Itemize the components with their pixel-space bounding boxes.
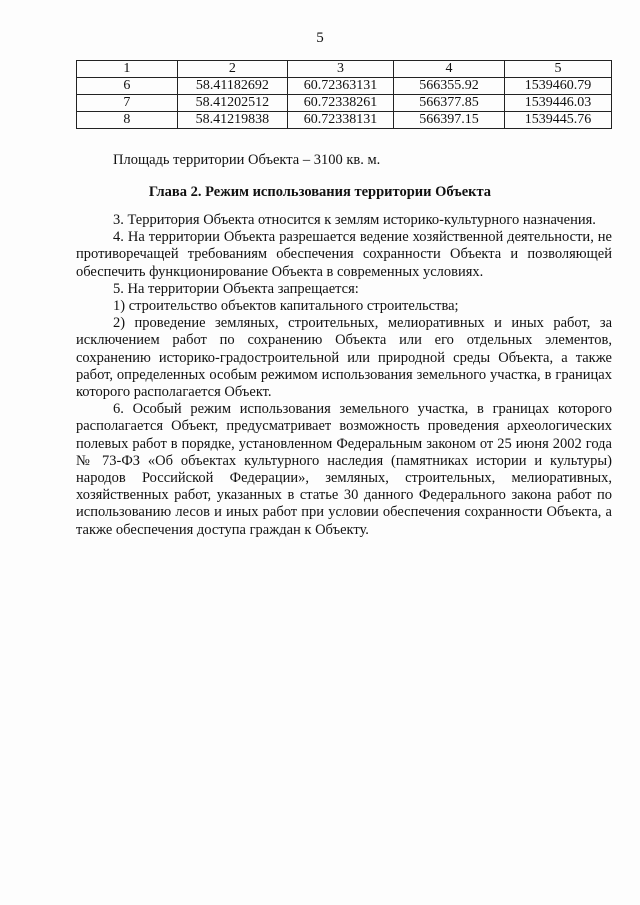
table-cell: 58.41182692: [177, 78, 287, 95]
table-cell: 60.72338131: [287, 112, 393, 129]
table-header-row: [77, 61, 612, 78]
page-number: 5: [316, 30, 324, 46]
table-cell: 60.72363131: [287, 78, 393, 95]
table-cell: 60.72338261: [287, 95, 393, 112]
table-cell: 58.41202512: [177, 95, 287, 112]
table-cell: 7: [77, 95, 178, 112]
table-cell: 1539446.03: [504, 95, 611, 112]
table-header-cell: 2: [177, 61, 287, 78]
table-cell: 6: [77, 78, 178, 95]
table-cell: 1539460.79: [504, 78, 611, 95]
paragraph: 6. Особый режим использования земельного участка, в границах которого располагается Объект, предусматривает возможность проведения археологических полевых работ в порядке, установленном Федеральным законом от 25 июня 2002 года № 73-ФЗ «Об объектах культурного наследия (памятниках истории и культуры) народов Российской Федерации», земляных, строительных, мелиоративных, хозяйственных работ, указанных в статье 30 данного Федерального закона работ по использованию лесов и иных работ при условии обеспечения сохранности Объекта, а также обеспечения доступа граждан к Объекту.: [76, 401, 612, 538]
table-cell: 58.41219838: [177, 112, 287, 129]
table-header-cell: 1: [77, 61, 178, 78]
table-row: [77, 95, 612, 112]
paragraph: 4. На территории Объекта разрешается ведение хозяйственной деятельности, не противоречащей требованиям обеспечения сохранности Объекта и позволяющей обеспечить функционирование Объекта в современных условиях.: [76, 229, 612, 280]
chapter-title: Глава 2. Режим использования территории Объекта: [148, 184, 492, 200]
table-row: [77, 112, 612, 129]
table-cell: 566355.92: [394, 78, 505, 95]
chapter-body: [76, 212, 612, 539]
table-cell: 566377.85: [394, 95, 505, 112]
paragraph: 5. На территории Объекта запрещается:: [113, 280, 359, 297]
table-cell: 1539445.76: [504, 112, 611, 129]
coordinates-table: [76, 60, 612, 129]
table-cell: 8: [77, 112, 178, 129]
table-row: [77, 78, 612, 95]
area-statement: Площадь территории Объекта – 3100 кв. м.: [113, 152, 381, 168]
paragraph: 2) проведение земляных, строительных, мелиоративных и иных работ, за исключением работ по сохранению Объекта или его отдельных элементов, сохранению историко-градостроительной или природной среды Объекта, а также работ, определенных особым режимом использования земельного участка, в границах которого располагается Объект.: [76, 315, 612, 401]
table-cell: 566397.15: [394, 112, 505, 129]
paragraph: 1) строительство объектов капитального строительства;: [113, 298, 459, 315]
paragraph: 3. Территория Объекта относится к землям историко-культурного назначения.: [113, 212, 596, 228]
table-header-cell: 4: [394, 61, 505, 78]
table-header-cell: 5: [504, 61, 611, 78]
table-header-cell: 3: [287, 61, 393, 78]
